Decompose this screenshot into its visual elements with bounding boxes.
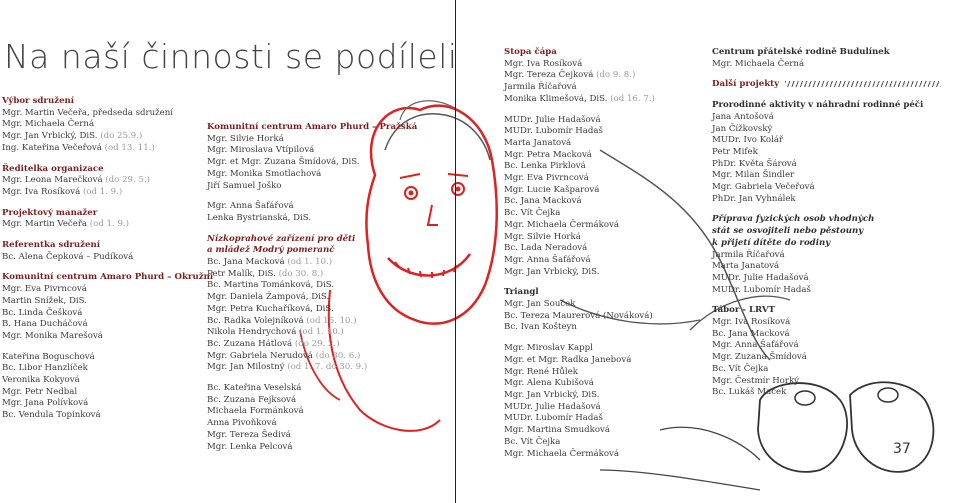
name-line [2, 308, 213, 320]
name-line [2, 319, 213, 331]
name-line [504, 94, 655, 106]
person-name: Mgr. Zuzana Šmídová [712, 352, 807, 363]
person-name: MUDr. Lubomír Hadaš [504, 126, 603, 137]
name-line [504, 161, 655, 173]
section-heading [712, 100, 941, 112]
date-note: (od 16. 7.) [610, 93, 655, 104]
name-line [712, 352, 941, 364]
spacer [712, 91, 941, 100]
name-line [2, 387, 213, 399]
section-heading [712, 79, 941, 91]
name-line [712, 317, 941, 329]
name-line [712, 387, 941, 399]
date-note: (do 29. 5.) [105, 175, 151, 186]
person-name: Marta Janatová [712, 261, 780, 272]
person-name: Martin Snížek, DiS. [2, 295, 87, 306]
person-name: Veronika Kokyová [2, 375, 80, 386]
name-line [504, 115, 655, 127]
name-line [207, 145, 417, 157]
person-name: Mgr. Eva Pivrncová [2, 284, 87, 295]
name-line [504, 243, 655, 255]
heading-text: Komunitní centrum Amaro Phurd – Pražská [207, 122, 418, 132]
person-name: Mgr. Milan Šindler [712, 170, 795, 181]
person-name: Mgr. Lucie Kašparová [504, 184, 600, 195]
heading-text: Tábor - LRVT [712, 305, 775, 316]
section-heading [2, 240, 213, 252]
person-name: Mgr. Anna Šafářová [207, 201, 294, 212]
person-name: Mgr. Tereza Čejková [504, 70, 594, 81]
name-line [504, 150, 655, 162]
name-line [207, 442, 417, 454]
person-name: Monika Klimešová, DiS. [504, 93, 608, 104]
person-name: Michaela Formánková [207, 406, 304, 417]
date-note: (od 15. 10.) [306, 315, 357, 326]
name-line [504, 413, 655, 425]
name-line [207, 406, 417, 418]
name-line [712, 250, 941, 262]
person-name: Mgr. Leona Marečková [2, 175, 103, 186]
heading-text: a mládež Modrý pomeranč [207, 245, 335, 256]
name-line [504, 220, 655, 232]
name-line [712, 273, 941, 285]
name-line [2, 143, 213, 155]
column-1 [2, 96, 213, 422]
section-heading [504, 47, 655, 59]
name-line [207, 327, 417, 339]
date-note: (od 1. 9.) [89, 219, 130, 230]
name-line [504, 299, 655, 311]
heading-text: Další projekty [712, 79, 780, 90]
spacer [2, 231, 213, 240]
name-line [2, 175, 213, 187]
name-line [207, 181, 417, 193]
section-heading [2, 208, 213, 220]
person-name: Mgr. Miroslava Vtípilová [207, 145, 315, 156]
date-note: (od 1. 7. do 30. 9.) [287, 362, 368, 373]
person-name: Bc. Martina Tománková, DiS. [207, 280, 335, 291]
person-name: Petr Mifek [712, 146, 758, 157]
name-line [2, 108, 213, 120]
date-note: (od 1. 10.) [287, 257, 333, 268]
person-name: Mgr. Alena Kubišová [504, 378, 594, 389]
person-name: Bc. Jana Macková [207, 257, 285, 268]
name-line [207, 362, 417, 374]
person-name: MUDr. Julie Hadašová [712, 272, 809, 283]
name-line [712, 159, 941, 171]
person-name: Mgr. Monika Marešová [2, 330, 103, 341]
name-line [504, 59, 655, 71]
name-line [504, 185, 655, 197]
person-name: Kateřina Boguschová [2, 351, 95, 362]
name-line [504, 232, 655, 244]
name-line [504, 367, 655, 379]
name-line [712, 59, 941, 71]
person-name: Mgr. Michaela Černá [712, 58, 805, 69]
person-name: Bc. Jana Macková [504, 196, 582, 207]
person-name: MUDr. Julie Hadašová [504, 401, 601, 412]
heading-text: Komunitní centrum Amaro Phurd – Okružní [2, 272, 214, 283]
name-line [2, 296, 213, 308]
person-name: B. Hana Ducháčová [2, 319, 88, 330]
person-name: Bc. Vít Čejka [504, 208, 561, 219]
person-name: Bc. Libor Hanzlíček [2, 363, 88, 374]
person-name: Mgr. Anna Šafářová [504, 254, 591, 265]
name-line [2, 410, 213, 422]
hatch-rule [785, 81, 941, 87]
spacer [504, 106, 655, 115]
name-line [712, 194, 941, 206]
name-line [504, 322, 655, 334]
name-line [504, 378, 655, 390]
name-line [2, 252, 213, 264]
person-name: Mgr. Martin Večeřa [2, 219, 88, 230]
date-note: (od 1. 9.) [82, 186, 123, 197]
name-line [207, 280, 417, 292]
person-name: Jiří Samuel Joško [207, 180, 282, 191]
name-line [712, 376, 941, 388]
spacer [207, 225, 417, 234]
date-note: (od 13. 11.) [104, 142, 155, 153]
person-name: Lenka Bystrianská, DiS. [207, 212, 312, 223]
name-line [504, 437, 655, 449]
name-line [712, 285, 941, 297]
person-name: Mgr. Daniela Žampová, DiS. [207, 292, 330, 303]
person-name: Mgr. Silvie Horká [504, 231, 581, 242]
name-line [2, 119, 213, 131]
name-line [504, 70, 655, 82]
spacer [207, 374, 417, 383]
name-line [207, 339, 417, 351]
person-name: Bc. Kateřina Veselská [207, 383, 302, 394]
person-name: Mgr. Jan Vrbický, DiS. [504, 266, 600, 277]
date-note: (do 30. 6.) [315, 350, 361, 361]
date-note: (od 1. 10.) [299, 327, 344, 338]
person-name: Jana Antošová [712, 111, 774, 122]
section-heading [712, 214, 941, 226]
person-name: Mgr. Anna Šafářová [712, 340, 799, 351]
person-name: Mgr. Iva Rosíková [2, 186, 81, 197]
name-line [504, 138, 655, 150]
name-line [712, 124, 941, 136]
name-line [504, 343, 655, 355]
section-heading [712, 305, 941, 317]
heading-text: k přijetí dítěte do rodiny [712, 237, 831, 248]
name-line [207, 395, 417, 407]
person-name: Mgr. Miroslav Kappl [504, 343, 593, 354]
heading-text: Triangl [504, 287, 539, 298]
name-line [504, 126, 655, 138]
name-line [712, 147, 941, 159]
name-line [504, 390, 655, 402]
section-heading [207, 245, 417, 257]
person-name: Mgr. Petra Kuchaříková, DiS. [207, 303, 334, 314]
person-name: Mgr. Silvie Horká [207, 133, 284, 144]
person-name: Mgr. Eva Pivrncová [504, 173, 589, 184]
column-3 [504, 47, 655, 460]
heading-text: Příprava fyzických osob vhodných [712, 214, 875, 225]
name-line [207, 269, 417, 281]
name-line [712, 182, 941, 194]
name-line [2, 219, 213, 231]
person-name: Nikola Hendrychová [207, 327, 297, 338]
section-heading [712, 238, 941, 250]
name-line [2, 352, 213, 364]
spacer [2, 199, 213, 208]
page-number: 37 [893, 441, 911, 457]
name-line [207, 201, 417, 213]
section-heading [504, 287, 655, 299]
name-line [207, 292, 417, 304]
name-line [712, 112, 941, 124]
person-name: Mgr. Jan Milostný [207, 362, 285, 373]
person-name: Bc. Zuzana Fejksová [207, 394, 297, 405]
person-name: Bc. Vít Čejka [504, 436, 561, 447]
person-name: Mgr. Jan Souček [504, 299, 576, 310]
person-name: Bc. Lukáš Macek [712, 387, 787, 398]
heading-text: Projektový manažer [2, 207, 98, 218]
name-line [207, 257, 417, 269]
person-name: Jarmila Říčařová [504, 82, 577, 93]
person-name: Mgr. Jan Vrbický, DiS. [504, 389, 600, 400]
person-name: Mgr. et Mgr. Zuzana Šmídová, DiS. [207, 157, 360, 168]
section-heading [207, 234, 417, 246]
heading-text: stát se osvojiteli nebo pěstouny [712, 226, 864, 237]
name-line [504, 267, 655, 279]
name-line [504, 82, 655, 94]
heading-text: Centrum přátelské rodině Budulínek [712, 47, 890, 57]
person-name: MUDr. Ivo Kolář [712, 135, 784, 146]
person-name: Mgr. Michaela Černá [2, 119, 95, 130]
date-note: (do 9. 8.) [596, 70, 636, 81]
name-line [712, 170, 941, 182]
name-line [2, 284, 213, 296]
person-name: Mgr. René Hůlek [504, 366, 578, 377]
person-name: Ing. Kateřina Večeřová [2, 142, 102, 153]
person-name: Marta Janatová [504, 137, 572, 148]
person-name: Jan Čížkovský [712, 123, 773, 134]
person-name: MUDr. Lubomír Hadaš [504, 413, 603, 424]
heading-text: Prorodinné aktivity v náhradní rodinné péči [712, 100, 924, 111]
person-name: Mgr. Čestmír Horký [712, 375, 800, 386]
name-line [504, 208, 655, 220]
date-note: (do 29. 2.) [294, 338, 340, 349]
name-line [504, 402, 655, 414]
column-2 [207, 122, 417, 453]
spacer [2, 343, 213, 352]
heading-text: Referentka sdružení [2, 240, 100, 251]
name-line [207, 134, 417, 146]
name-line [712, 261, 941, 273]
section-heading [712, 226, 941, 238]
heading-text: Stopa čápa [504, 47, 557, 57]
name-line [2, 187, 213, 199]
spacer [504, 278, 655, 287]
heading-text: Ředitelka organizace [2, 163, 104, 174]
heading-text: Nízkoprahové zařízení pro děti [207, 233, 356, 244]
person-name: PhDr. Květa Šárová [712, 158, 797, 169]
name-line [504, 449, 655, 461]
spacer [504, 334, 655, 343]
spacer [207, 192, 417, 201]
name-line [504, 173, 655, 185]
person-name: Mgr. Gabriela Večeřová [712, 182, 815, 193]
name-line [2, 331, 213, 343]
person-name: Bc. Ivan Košteyn [504, 322, 577, 333]
person-name: Bc. Alena Čepková – Pudíková [2, 251, 134, 262]
name-line [504, 311, 655, 323]
name-line [2, 398, 213, 410]
name-line [712, 340, 941, 352]
name-line [504, 196, 655, 208]
name-line [207, 157, 417, 169]
person-name: Mgr. Martin Večeřa, předseda sdružení [2, 107, 174, 118]
spacer [2, 155, 213, 164]
name-line [207, 430, 417, 442]
person-name: PhDr. Jan Vyhnálek [712, 193, 796, 204]
name-line [207, 351, 417, 363]
name-line [207, 316, 417, 328]
page-title: Na naší činnosti se podíleli [4, 37, 458, 76]
section-heading [712, 47, 941, 59]
heading-text: Výbor sdružení [2, 96, 75, 106]
person-name: Jarmila Říčařová [712, 249, 785, 260]
person-name: Mgr. Iva Rosíková [504, 58, 583, 69]
section-heading [2, 96, 213, 108]
name-line [2, 363, 213, 375]
spacer [712, 296, 941, 305]
name-line [207, 418, 417, 430]
person-name: Bc. Tereza Maurerová (Nováková) [504, 310, 653, 321]
name-line [712, 364, 941, 376]
person-name: Mgr. Michaela Čermáková [504, 448, 620, 459]
person-name: Mgr. Martina Smudková [504, 425, 610, 436]
person-name: Mgr. Gabriela Nerudová [207, 350, 313, 361]
person-name: Mgr. Jan Vrbický, DiS. [2, 131, 98, 142]
name-line [2, 131, 213, 143]
person-name: Mgr. Petr Nedbal [2, 386, 78, 397]
person-name: Mgr. et Mgr. Radka Janebová [504, 354, 632, 365]
name-line [504, 425, 655, 437]
person-name: Mgr. Lenka Pelcová [207, 441, 293, 452]
name-line [207, 383, 417, 395]
column-4 [712, 47, 941, 399]
person-name: Mgr. Iva Rosíková [712, 317, 791, 328]
name-line [207, 169, 417, 181]
person-name: MUDr. Lubomír Hadaš [712, 284, 811, 295]
name-line [2, 375, 213, 387]
person-name: MUDr. Julie Hadašová [504, 114, 601, 125]
name-line [504, 355, 655, 367]
date-note: (do 30. 8.) [278, 268, 324, 279]
person-name: Bc. Lenka Pirklová [504, 161, 586, 172]
person-name: Bc. Zuzana Hátlová [207, 338, 293, 349]
person-name: Anna Pivoňková [207, 418, 277, 429]
person-name: Bc. Vendula Topinková [2, 410, 101, 421]
name-line [207, 304, 417, 316]
name-line [712, 135, 941, 147]
person-name: Petr Malík, DiS. [207, 268, 276, 279]
section-heading [2, 272, 213, 284]
person-name: Mgr. Tereza Šedivá [207, 429, 291, 440]
person-name: Bc. Radka Volejníková [207, 315, 304, 326]
person-name: Mgr. Monika Smotlachová [207, 168, 322, 179]
name-line [207, 213, 417, 225]
person-name: Mgr. Petra Macková [504, 149, 592, 160]
section-heading [207, 122, 417, 134]
name-line [712, 329, 941, 341]
person-name: Bc. Lada Neradová [504, 243, 588, 254]
person-name: Bc. Jana Macková [712, 328, 790, 339]
person-name: Mgr. Michaela Čermáková [504, 219, 620, 230]
date-note: (do 25.9.) [100, 131, 143, 142]
name-line [504, 255, 655, 267]
person-name: Bc. Vít Čejka [712, 363, 769, 374]
person-name: Mgr. Jana Polívková [2, 398, 89, 409]
person-name: Bc. Linda Češková [2, 307, 83, 318]
section-heading [2, 164, 213, 176]
